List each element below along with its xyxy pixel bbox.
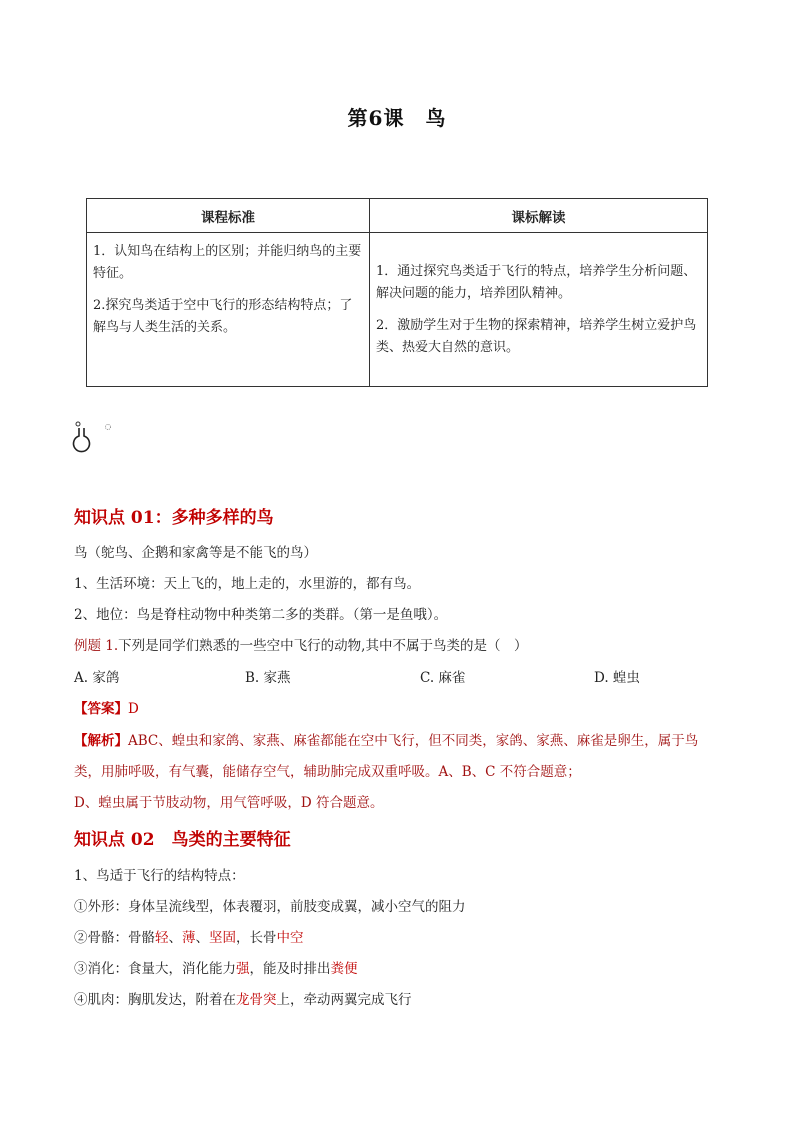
- page-title: 第6课 鸟: [347, 106, 447, 130]
- keyword: 薄: [182, 930, 196, 946]
- option-b: B. 家燕: [245, 670, 291, 686]
- analysis-line: 类，用肺呼吸，有气囊，能储存空气，辅助肺完成双重呼吸。A、B、C 不符合题意；: [74, 764, 581, 780]
- feature-text: ，长骨: [236, 930, 277, 946]
- feature-item: [74, 957, 358, 977]
- section1-line: 鸟（鸵鸟、企鹅和家禽等是不能飞的鸟）: [74, 545, 317, 561]
- example-prefix: 例题 1.: [74, 638, 119, 654]
- section1-heading: 知识点 01：多种多样的鸟: [74, 508, 274, 528]
- section1-line: 2、地位：鸟是脊柱动物中种类第二多的类群。（第一是鱼哦）。: [74, 607, 448, 623]
- table-header-standard: 课程标准: [87, 199, 370, 233]
- option-a: A. 家鸽: [74, 670, 120, 686]
- answer-line: [74, 697, 139, 717]
- keyword: 龙骨突: [236, 992, 277, 1008]
- example-text: 下列是同学们熟悉的一些空中飞行的动物,其中不属于鸟类的是（ ）: [118, 638, 528, 654]
- feature-label: ③消化：: [74, 961, 128, 977]
- feature-text: 身体呈流线型，体表覆羽，前肢变成翼，减小空气的阻力: [128, 899, 466, 915]
- feature-text: ，能及时排出: [249, 961, 331, 977]
- feature-label: ①外形：: [74, 899, 128, 915]
- interpretation-cell: [370, 233, 708, 387]
- feature-item: [74, 895, 466, 915]
- section2-heading: 知识点 02 鸟类的主要特征: [74, 830, 291, 850]
- standard-cell: [87, 233, 370, 387]
- analysis-line: [74, 729, 698, 749]
- feature-text: 上，牵动两翼完成飞行: [276, 992, 412, 1008]
- analysis-line: D、蝗虫属于节肢动物，用气管呼吸，D 符合题意。: [74, 795, 384, 811]
- section1-line: 1、生活环境：天上飞的，地上走的，水里游的，都有鸟。: [74, 576, 421, 592]
- keyword: 强: [236, 961, 250, 977]
- interpretation-item: 2．激励学生对于生物的探索精神，培养学生树立爱护鸟类、热爱大自然的意识。: [376, 317, 697, 355]
- flask-icon: [70, 420, 120, 462]
- feature-item: [74, 988, 412, 1008]
- feature-label: ②骨骼：: [74, 930, 128, 946]
- standard-item: 2.探究鸟类适于空中飞行的形态结构特点；了解鸟与人类生活的关系。: [93, 297, 353, 335]
- table-header-interpretation: 课标解读: [370, 199, 708, 233]
- keyword: 坚固: [209, 930, 236, 946]
- option-c: C. 麻雀: [420, 670, 466, 686]
- answer-label: 【答案】: [74, 701, 128, 717]
- option-d: D. 蝗虫: [594, 670, 640, 686]
- separator: 、: [195, 930, 209, 946]
- keyword: 中空: [276, 930, 304, 946]
- feature-label: ④肌肉：: [74, 992, 128, 1008]
- feature-text: 胸肌发达，附着在: [128, 992, 236, 1008]
- interpretation-item: 1．通过探究鸟类适于飞行的特点，培养学生分析问题、解决问题的能力，培养团队精神。: [376, 263, 697, 301]
- keyword: 轻: [155, 930, 169, 946]
- feature-item: [74, 926, 304, 946]
- section2-intro: 1、鸟适于飞行的结构特点：: [74, 868, 245, 884]
- analysis-text: ABC、蝗虫和家鸽、家燕、麻雀都能在空中飞行，但不同类，家鸽、家燕、麻雀是卵生，属于鸟: [128, 733, 699, 749]
- answer-value: D: [128, 701, 139, 717]
- standard-item: 1．认知鸟在结构上的区别；并能归纳鸟的主要特征。: [93, 243, 362, 281]
- analysis-label: 【解析】: [74, 733, 128, 749]
- standards-table: [86, 198, 708, 387]
- separator: 、: [168, 930, 182, 946]
- keyword: 粪便: [330, 961, 358, 977]
- example-question: [74, 634, 527, 654]
- feature-text: 食量大，消化能力: [128, 961, 236, 977]
- feature-text: 骨骼: [128, 930, 155, 946]
